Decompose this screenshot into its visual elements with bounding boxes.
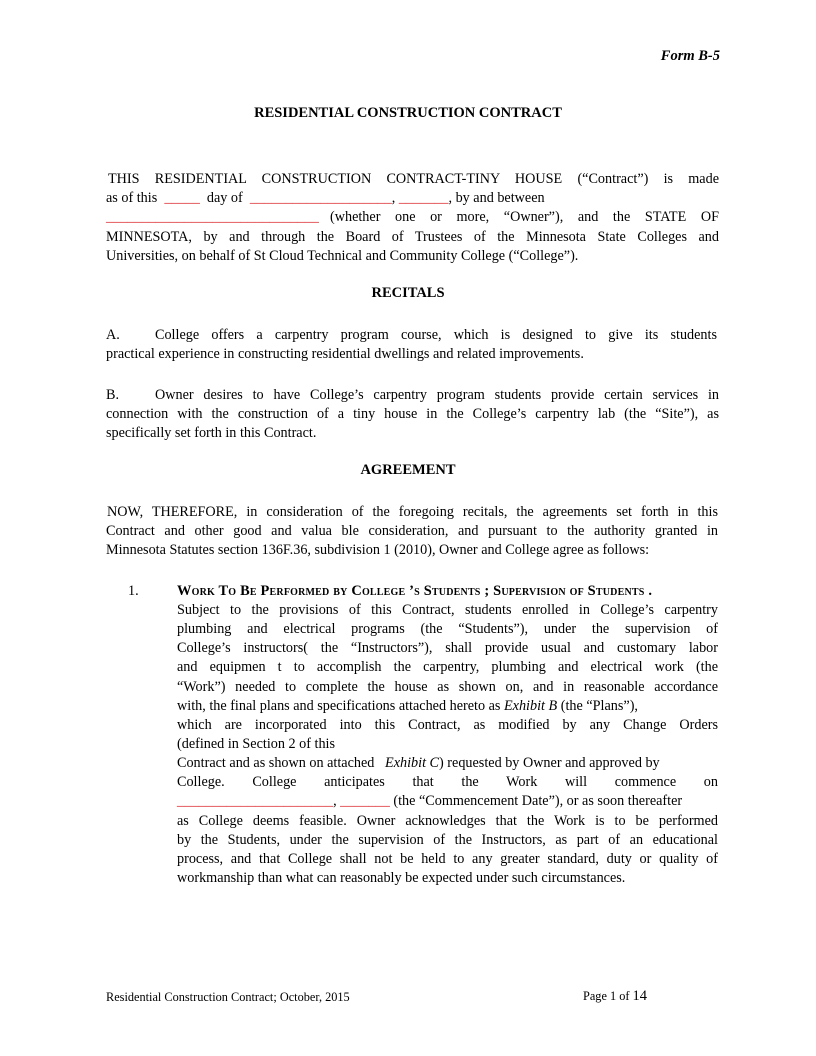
page-label: Page 1 of: [583, 989, 630, 1003]
section-line: process, and that College shall not be held to any greater standard, duty or quality of: [177, 851, 718, 867]
intro-line: [106, 208, 319, 227]
section-text: ) requested by Owner and approved by: [439, 755, 660, 771]
section-text: (the “Commencement Date”), or as soon thereafter: [393, 793, 683, 809]
exhibit-b-ref: Exhibit B: [504, 698, 558, 714]
section-text: Contract and as shown on attached: [177, 755, 375, 771]
recital-line: Owner desires to have College’s carpentry program students provide certain services in: [155, 387, 719, 403]
comma: ,: [391, 190, 396, 206]
section-line: [177, 754, 660, 773]
agreement-line: Minnesota Statutes section 136F.36, subdivision 1 (2010), Owner and College agree as follows:: [106, 542, 650, 558]
section-line: and equipmen t to accomplish the carpentry, plumbing and electrical work (the: [177, 659, 718, 675]
recital-line: practical experience in constructing residential dwellings and related improvements.: [106, 346, 584, 362]
section-line: plumbing and electrical programs (the “Students”), under the supervision of: [177, 621, 718, 637]
exhibit-c-ref: Exhibit C: [385, 755, 440, 771]
section-line: “Work”) needed to complete the house as shown on, and in reasonable accordance: [177, 679, 718, 695]
section-text: with, the final plans and specifications attached hereto as: [177, 698, 501, 714]
section-line: College’s instructors( the “Instructors”), shall provide usual and customary labor: [177, 640, 718, 656]
intro-line: Universities, on behalf of St Cloud Technical and Community College (“College”).: [106, 248, 579, 264]
recital-line: connection with the construction of a tiny house in the College’s carpentry lab (the “Site”), as: [106, 406, 719, 422]
recital-marker: A.: [106, 327, 120, 343]
document-title: RESIDENTIAL CONSTRUCTION CONTRACT: [254, 105, 562, 121]
month-blank[interactable]: ____________________: [249, 190, 392, 206]
section-line: [177, 697, 718, 716]
section-line: as College deems feasible. Owner acknowledges that the Work is to be performed: [177, 813, 718, 829]
section-number: 1.: [128, 583, 139, 599]
recital-line: College offers a carpentry program course, which is designed to give its students: [155, 327, 717, 343]
intro-line: [106, 189, 545, 208]
owner-name-blank[interactable]: ______________________________: [106, 209, 319, 225]
form-label: Form B-5: [660, 48, 720, 64]
year-blank[interactable]: _______: [398, 190, 449, 206]
section-line: College. College anticipates that the Work will commence on: [177, 774, 718, 790]
intro-line: (whether one or more, “Owner”), and the STATE OF: [330, 209, 719, 225]
recitals-heading: RECITALS: [371, 285, 445, 301]
intro-text: as of this: [106, 190, 158, 206]
section-text: (the “Plans”),: [560, 698, 638, 714]
page-total: 14: [632, 988, 648, 1004]
section-line: which are incorporated into this Contract, as modified by any Change Orders: [177, 717, 718, 733]
footer-page-number: [583, 987, 647, 1006]
agreement-line: NOW, THEREFORE, in consideration of the foregoing recitals, the agreements set forth in this: [107, 504, 718, 520]
agreement-heading: AGREEMENT: [360, 462, 456, 478]
intro-line: MINNESOTA, by and through the Board of Trustees of the Minnesota State Colleges and: [106, 229, 719, 245]
intro-text: , by and between: [448, 190, 545, 206]
agreement-line: Contract and other good and valua ble consideration, and pursuant to the authority granted in: [106, 523, 718, 539]
section-line: by the Students, under the supervision of the Instructors, as part of an educational: [177, 832, 718, 848]
intro-text: day of: [206, 190, 243, 206]
section-line: Subject to the provisions of this Contract, students enrolled in College’s carpentry: [177, 602, 718, 618]
section-title: Work To Be Performed by College ’s Students ; Supervision of Students .: [177, 583, 653, 599]
section-line: (defined in Section 2 of this: [177, 736, 336, 752]
comma: ,: [333, 793, 337, 809]
commencement-year-blank[interactable]: _______: [340, 793, 390, 809]
day-blank[interactable]: _____: [164, 190, 200, 206]
section-line: workmanship than what can reasonably be expected under such circumstances.: [177, 870, 626, 886]
intro-line: THIS RESIDENTIAL CONSTRUCTION CONTRACT-TINY HOUSE (“Contract”) is made: [108, 171, 719, 187]
commencement-month-blank[interactable]: ______________________: [177, 793, 334, 809]
recital-line: specifically set forth in this Contract.: [106, 425, 317, 441]
section-line: [177, 792, 682, 811]
recital-marker: B.: [106, 387, 120, 403]
footer-document-name: Residential Construction Contract; October, 2015: [106, 990, 350, 1004]
